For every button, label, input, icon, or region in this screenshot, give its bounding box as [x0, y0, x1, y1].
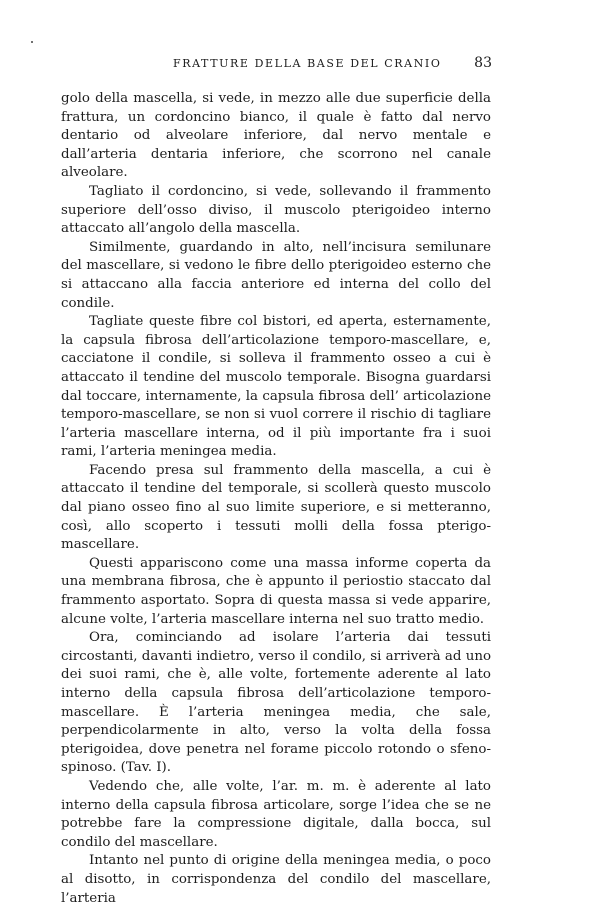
- paragraph: Tagliate queste fibre col bistori, ed aperta, esternamente, la capsula fibrosa dell’articolazione temporo-mascellare, e, cacciatone il condile, si solleva il frammento osseo a cui è attaccato il tendine del muscolo temporale. Bisogna guardarsi dal toccare, internamente, la capsula fibrosa dell’ articolazione temporo-mascellare, se non si vuol correre il rischio di tagliare l’arteria mascellare interna, od il più importante fra i suoi rami, l’arteria meningea media.: [61, 314, 491, 460]
- paragraph: Ora, cominciando ad isolare l’arteria dai tessuti circostanti, davanti indietro, verso il condilo, si arriverà ad uno dei suoi rami, che è, alle volte, fortemente aderente al lato interno della capsula fibrosa dell’articolazione temporo-mascellare. È l’arteria meningea media, che sale, perpendicolarmente in alto, verso la volta della fossa pterigoidea, dove penetra nel forame piccolo rotondo o sfeno-spinoso. (Tav. I).: [61, 630, 492, 776]
- paragraph: Vedendo che, alle volte, l’ar. m. m. è aderente al lato interno della capsula fibrosa articolare, sorge l’idea che se ne potrebbe fare la compressione digitale, dalla bocca, sul condilo del mascellare.: [61, 778, 491, 850]
- paragraph: Similmente, guardando in alto, nell’incisura semilunare del mascellare, si vedono le fibre dello pterigoideo esterno che si attaccano alla faccia anteriore ed interna del collo del condile.: [61, 239, 491, 311]
- scan-speck: [31, 41, 33, 43]
- page-number: 83: [474, 55, 492, 71]
- paragraph: golo della mascella, si vede, in mezzo alle due superficie della frattura, un cordoncino bianco, il quale è fatto dal nervo dentario od alveolare inferiore, dal nervo mentale e dall’arteria dentaria inferiore, che scorrono nel canale alveolare.: [61, 91, 491, 181]
- paragraph: Intanto nel punto di origine della meningea media, o poco al disotto, in corrispondenza del condilo del mascellare, l’arteria: [61, 853, 491, 906]
- paragraph: Facendo presa sul frammento della mascella, a cui è attaccato il tendine del temporale, si scollerà questo muscolo dal piano osseo fino al suo limite superiore, e si metteranno, così, allo scoperto i tessuti molli della fossa pterigo-mascellare.: [61, 462, 491, 553]
- running-title: FRATTURE DELLA BASE DEL CRANIO: [173, 57, 442, 70]
- paragraph: Questi appariscono come una massa informe coperta da una membrana fibrosa, che è appunto il periostio staccato dal frammento asportato. Sopra di questa massa si vede apparire, alcune volte, l’arteria mascellare interna nel suo tratto medio.: [61, 555, 491, 627]
- paragraph: Tagliato il cordoncino, si vede, sollevando il frammento superiore dell’osso diviso, il muscolo pterigoideo interno attaccato all’angolo della mascella.: [61, 183, 491, 237]
- body-text: [61, 90, 491, 908]
- page-header: [60, 55, 492, 75]
